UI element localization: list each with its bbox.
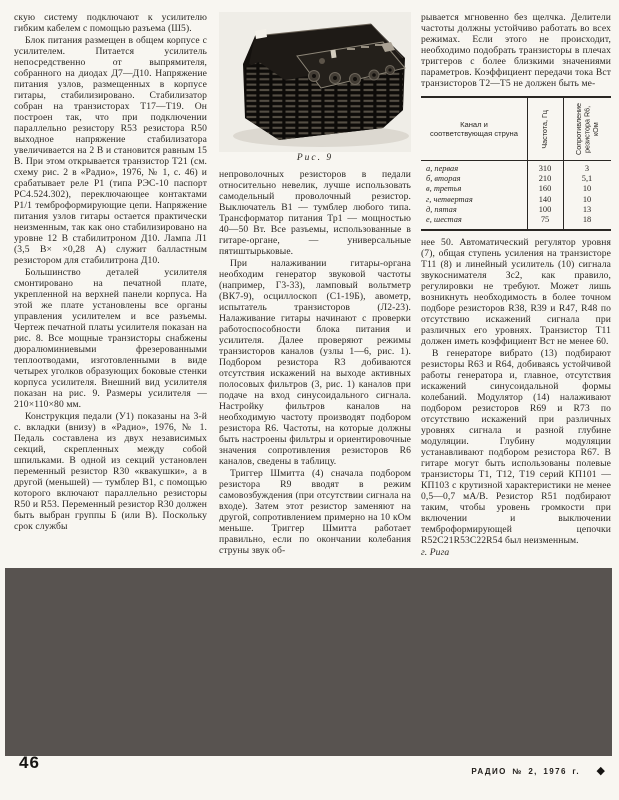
table-row <box>421 215 611 225</box>
paragraph: скую систему подключают к усилителю гибким кабелем с помощью разъема (Ш5). <box>14 12 207 34</box>
table-cell-freq: 210 <box>538 174 552 184</box>
table-row <box>421 195 611 205</box>
paragraph: г. Рига <box>421 547 450 559</box>
paragraph: Конструкция педали (У1) показаны на 3-й с. вкладки (внизу) в «Радио», 1976, № 1. Педаль составлена из двух независимых секций, скрепленных между собой шпильками. В одной из секций установлен переменный резистор R30 «квакушки», а в другой (меньшей) — тумблер В1, с помощью которого включают параллельно резисторы R50 и R53. Переменный резистор R30 должен быть выбран группы Б (или В). Поскольку срок службы <box>14 411 207 532</box>
paragraph: При налаживании гитары-органа необходим генератор звуковой частоты (например, Г3-33), ламповый вольтметр (ВК7-9), осциллоскоп (С1-19Б), авометр, испытатель транзисторов (Л2-23). Налаживание гитары начинают с проверки работоспособности блока питания и усилителя. Далее проверяют режимы транзисторов каналов (узлы 1—6, рис. 1). Подбором резистора R3 добиваются отсутствия искажений на выходе активных полосовых фильтров (3, рис. 1) каналов при подаче на вход синусоидального сигнала. Настройку фильтров каналов на необходимую частоту производят подбором резистора R6. Частоты, на которые должны быть настроены фильтры и ориентировочные значения сопротивления резисторов R6 каналов, сведены в таблицу. <box>219 258 411 467</box>
table-cell-freq: 100 <box>538 204 552 214</box>
table-cell-res: 10 <box>582 194 592 204</box>
table-header-frequency: Частота, Гц <box>540 109 550 149</box>
page-number: 46 <box>19 753 40 772</box>
paragraph: рывается мгновенно без щелчка. Делители частоты должны устойчиво работать во всех режимах. Если этого не происходит, необходимо подобрать транзисторы в плечах триггеров с более близкими значениями параметров. Коэффициент передачи тока Вст транзисторов Т2—Т5 не должен быть ме- <box>421 12 611 89</box>
table-cell-res: 18 <box>582 215 592 225</box>
paragraph: В генераторе вибрато (13) подбирают резисторы R63 и R64, добиваясь устойчивой работы генератора и, главное, отсутствия искажений синусоидальной формы колебаний. Модулятор (14) налаживают подбором резисторов R69 и R73 по отсутствию искажений при различных уровнях сигнала и разной глубине модуляции. Глубину модуляции устанавливают подбором резистора R67. В гитаре могут быть использованы полевые транзисторы Т1, Т12, Т19 серий КП101 — КП103 с крутизной характеристики не менее 0,5—0,7 мА/В. Резистор R51 подбирают таким, чтобы уровень громкости при включении и выключении темброформирующей цепочки R52C21R53C22R54 был неизменным. <box>421 348 611 547</box>
table-row <box>421 184 611 194</box>
amplifier-photo <box>219 12 411 152</box>
table-header-row <box>421 98 611 161</box>
paragraph: непроволочных резисторов в педали относительно невелик, лучше использовать самодельный проволочный резистор. Выключатель В1 — тумблер любого типа. Трансформатор питания Тр1 — мощностью 40—50 Вт. Все разъемы, использованные в гитаре-органе, — универсальные пятиштырьковые. <box>219 169 411 257</box>
table-cell-res: 3 <box>584 164 590 173</box>
text-column-right <box>421 12 611 562</box>
table-cell-channel: д, пятая <box>426 204 457 214</box>
table-cell-freq: 310 <box>538 164 552 173</box>
table-cell-channel: е, шестая <box>426 215 462 225</box>
paragraph: нее 50. Автоматический регулятор уровня (7), общая ступень усиления на транзисторе Т11 (8) и линейный усилитель (10) сигнала звукоснимателя Зс2, как правило, регулировки не требуют. Может лишь возникнуть необходимость в более точном подборе резисторов R38, R39 и R47, R48 по отсутствию искажений сигнала при различных его уровнях. Транзистор Т11 должен иметь коэффициент Вст не менее 60. <box>421 237 611 348</box>
diamond-icon: ◆ <box>596 764 605 777</box>
table-cell-freq: 140 <box>538 194 552 204</box>
paragraph: Блок питания размещен в общем корпусе с усилителем. Питается усилитель непосредственно от выпрямителя, собранного на диодах Д7—Д10. Напряжение питания узлов, размещенных в корпусе гитары, стабилизировано. Стабилизатор собран на транзисторах Т17—Т19. Он построен так, что при подключении параллельно резистору R53 резистора R50 выходное напряжение стабилизатора увеличивается на 2 В и становится равным 15 В. При этом открывается транзистор Т21 (см. схему рис. 2 в «Радио», 1976, № 1, с. 46) и срабатывает реле Р1 (типа РЭС-10 паспорт РС4.524.302), переключающее контактами Р1/1 темброформирующие цепи. Напряжение питания узлов гитары остается практически неизменным, так как оно стабилизировано на уровне 12 В стабилитроном Д10. Лампа Л1 (3,5 В× ×0,28 А) служит балластным резистором для стабилитрона Д10. <box>14 35 207 266</box>
text-column-left <box>14 12 207 560</box>
table-row <box>421 205 611 215</box>
table-cell-freq: 160 <box>538 184 552 194</box>
text-column-middle <box>219 12 411 560</box>
right-column-bottom-text <box>421 237 611 558</box>
figure-caption: Рис. 9 <box>296 153 334 163</box>
table-cell-channel: б, вторая <box>426 174 461 184</box>
table-cell-channel: г, четвертая <box>426 194 473 204</box>
table-row <box>421 164 611 174</box>
table-header-resistance: Сопротивление резистора R6, кОм <box>573 102 600 156</box>
table-cell-res: 13 <box>582 204 592 214</box>
middle-column-text <box>219 169 411 555</box>
paragraph: Большинство деталей усилителя смонтировано на печатной плате, укрепленной на верхней панели корпуса. На этой же плате установлены все органы управления усилителем и все разъемы. Чертеж печатной платы усилителя показан на рис. 8. Все мощные транзисторы снабжены дюралюминиевыми фрезерованными теплоотводами, изготовленными в виде четырех уголков образующих боковые стенки корпуса усилителя. Внешний вид усилителя показан на рис. 9. Размеры усилителя — 210×110×80 мм. <box>14 267 207 410</box>
journal-footer: РАДИО № 2, 1976 г. <box>471 767 580 776</box>
table-cell-res: 5,1 <box>581 174 593 184</box>
paragraph: Триггер Шмитта (4) сначала подбором резистора R9 вводят в режим самовозбуждения (при отсутствии сигнала на входе). Затем этот резистор заменяют на другой, сопротивлением примерно на 10 кОм меньше. Триггер Шмитта работает правильно, если по окончании колебания струны звук об- <box>219 468 411 555</box>
amplifier-photo-figure <box>219 12 411 164</box>
right-column-top-text <box>421 12 611 89</box>
table-body <box>421 161 611 229</box>
table-cell-freq: 75 <box>540 215 550 225</box>
table-cell-res: 10 <box>582 184 592 194</box>
table-cell-channel: в, третья <box>426 184 462 194</box>
bottom-gray-image-block <box>5 568 612 756</box>
table-cell-channel: а, первая <box>426 164 459 173</box>
table-header-channel: Канал и соответствующая струна <box>430 120 518 138</box>
strings-frequency-table <box>421 96 611 231</box>
table-row <box>421 174 611 184</box>
